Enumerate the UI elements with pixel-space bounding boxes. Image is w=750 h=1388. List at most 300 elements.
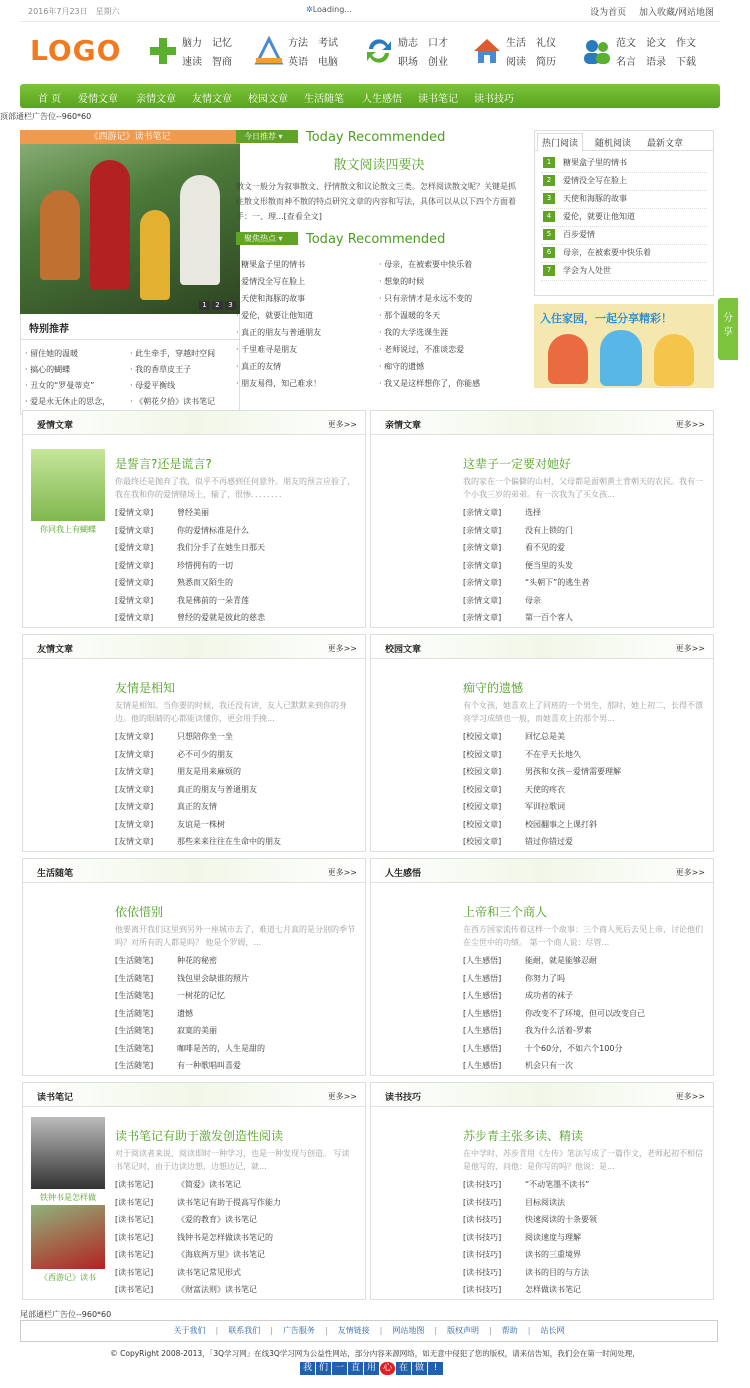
article-category[interactable]: [生活随笔]: [115, 956, 154, 965]
article-title[interactable]: 男孩和女孩－爱情需要理解: [525, 767, 621, 776]
hot-item[interactable]: · 想象的时候: [379, 277, 425, 286]
panel-headline[interactable]: 是誓言?还是谎言?: [115, 457, 212, 471]
article-row[interactable]: [115, 577, 265, 595]
article-row[interactable]: [463, 1008, 645, 1026]
article-category[interactable]: [读书技巧]: [463, 1250, 502, 1259]
hot-item[interactable]: · 爱情没全写在脸上: [236, 277, 306, 286]
thumbnail-caption[interactable]: 你同我上有蝴蝶: [40, 525, 96, 534]
hot-item-label[interactable]: 爱伦，就要让他知道: [241, 311, 314, 320]
header-link[interactable]: 礼仪: [536, 38, 556, 49]
article-category[interactable]: [爱情文章]: [115, 525, 154, 535]
article-title[interactable]: 读书的目的与方法: [525, 1267, 589, 1277]
more-link[interactable]: 更多>>: [327, 644, 357, 653]
article-row[interactable]: [115, 731, 281, 749]
article-row[interactable]: [115, 1232, 281, 1250]
more-link[interactable]: 更多>>: [327, 420, 357, 429]
article-title[interactable]: 《简爱》读书笔记: [177, 1180, 241, 1189]
article-row[interactable]: [115, 836, 281, 854]
article-category[interactable]: [人生感悟]: [463, 973, 502, 983]
article-category[interactable]: [生活随笔]: [115, 991, 154, 1000]
article-title[interactable]: “头朝下”的逃生者: [525, 578, 590, 587]
header-link[interactable]: 口才: [428, 38, 448, 49]
article-row[interactable]: [115, 595, 265, 613]
panel-title[interactable]: 友情文章: [37, 645, 74, 655]
article-category[interactable]: [爱情文章]: [115, 613, 154, 622]
article-category[interactable]: [亲情文章]: [463, 560, 502, 570]
article-row[interactable]: [115, 507, 265, 525]
article-category[interactable]: [生活随笔]: [115, 1008, 154, 1018]
special-item-label[interactable]: 此生牵手，穿越时空间: [135, 349, 216, 358]
article-category[interactable]: [读书技巧]: [463, 1232, 502, 1242]
article-title[interactable]: 读书笔记有助于提高写作能力: [177, 1197, 281, 1207]
header-link[interactable]: 励志: [398, 38, 418, 49]
article-row[interactable]: [463, 819, 621, 837]
article-row[interactable]: [115, 1179, 281, 1197]
article-title[interactable]: 便当里的头发: [525, 560, 573, 570]
article-category[interactable]: [校园文章]: [463, 802, 502, 811]
special-item[interactable]: · 爱是永无休止的思念，: [25, 397, 111, 406]
panel-headline[interactable]: 友情是相知: [115, 681, 176, 695]
article-title[interactable]: 友谊是一株树: [177, 819, 225, 829]
hot-item-label[interactable]: 只有亲情才是永远不变的: [384, 294, 473, 303]
article-title[interactable]: 我们分手了在她生日那天: [177, 543, 265, 552]
article-row[interactable]: [463, 542, 589, 560]
top-ad-slot[interactable]: 顶部通栏广告位--960*60: [0, 112, 92, 121]
article-row[interactable]: [463, 990, 645, 1008]
hot-item-label[interactable]: 朋友易得，知己难求！: [241, 379, 322, 388]
hot-item-label[interactable]: 想象的时候: [384, 277, 425, 286]
footer-link[interactable]: 联系我们: [228, 1326, 261, 1335]
nav-item[interactable]: 人生感悟: [362, 94, 402, 105]
article-title[interactable]: 你改变不了环境，但可以改变自己: [525, 1008, 645, 1018]
thumbnail-caption[interactable]: 《西游记》读书: [40, 1273, 96, 1282]
bottom-ad-slot[interactable]: 尾部通栏广告位--960*60: [20, 1310, 112, 1319]
more-link[interactable]: 更多>>: [675, 1092, 705, 1101]
article-title[interactable]: 回忆总是美: [525, 732, 565, 741]
article-row[interactable]: [463, 507, 589, 525]
article-title[interactable]: 曾经美丽: [177, 508, 209, 517]
more-link[interactable]: 更多>>: [327, 1092, 357, 1101]
article-row[interactable]: [463, 595, 589, 613]
article-title[interactable]: 军训拉歌词: [525, 802, 565, 811]
article-category[interactable]: [读书笔记]: [115, 1180, 154, 1189]
special-item-label[interactable]: 搞心的蝴蝶: [30, 365, 71, 374]
article-title[interactable]: 选择: [525, 508, 541, 517]
article-title[interactable]: 钱钟书是怎样做读书笔记的: [177, 1232, 273, 1242]
nav-item[interactable]: 校园文章: [248, 94, 288, 105]
hot-item-label[interactable]: 痴守的遗憾: [384, 362, 425, 371]
article-row[interactable]: [463, 1214, 597, 1232]
article-category[interactable]: [爱情文章]: [115, 543, 154, 552]
slideshow-caption[interactable]: 《西游记》读书笔记: [20, 130, 240, 144]
article-title[interactable]: 《财富法则》读书笔记: [177, 1285, 257, 1294]
special-item-label[interactable]: 丑女的“罗曼蒂克”: [30, 381, 95, 390]
article-title[interactable]: 咖啡是苦的，人生是甜的: [177, 1043, 265, 1053]
article-category[interactable]: [生活随笔]: [115, 973, 154, 983]
rank-item-label[interactable]: 母亲，在被索要中快乐着: [563, 248, 651, 257]
article-row[interactable]: [115, 1284, 281, 1302]
tab-2[interactable]: 最新文章: [647, 139, 684, 149]
article-title[interactable]: 读书的三重境界: [525, 1250, 581, 1259]
article-row[interactable]: [463, 1060, 645, 1078]
article-row[interactable]: [115, 525, 265, 543]
article-category[interactable]: [生活随笔]: [115, 1026, 154, 1035]
article-row[interactable]: [463, 973, 645, 991]
article-category[interactable]: [生活随笔]: [115, 1061, 154, 1070]
article-title[interactable]: 能耐，就是能够忍耐: [525, 956, 597, 965]
hot-item-label[interactable]: 那个温暖的冬天: [384, 311, 441, 320]
article-title[interactable]: 真正的友情: [177, 802, 217, 811]
article-row[interactable]: [463, 955, 645, 973]
article-row[interactable]: [463, 749, 621, 767]
slide-dot[interactable]: 2: [212, 301, 223, 310]
hot-item[interactable]: · 我的大学选课生涯: [379, 328, 449, 337]
hot-item-label[interactable]: 天使和海豚的故事: [241, 294, 306, 303]
hot-item[interactable]: · 只有亲情才是永远不变的: [379, 294, 473, 303]
article-row[interactable]: [115, 1249, 281, 1267]
article-category[interactable]: [友情文章]: [115, 837, 154, 846]
article-row[interactable]: [463, 784, 621, 802]
article-row[interactable]: [463, 1043, 645, 1061]
article-category[interactable]: [亲情文章]: [463, 525, 502, 535]
article-title[interactable]: 你努力了吗: [525, 973, 565, 983]
hot-item[interactable]: · 母亲，在被索要中快乐着: [379, 260, 473, 269]
article-row[interactable]: [463, 1284, 597, 1302]
footer-link[interactable]: 版权声明: [447, 1326, 480, 1335]
article-row[interactable]: [115, 801, 281, 819]
special-item[interactable]: · 母爱平衡线: [130, 381, 176, 390]
article-row[interactable]: [115, 560, 265, 578]
panel-title[interactable]: 生活随笔: [37, 869, 74, 879]
header-link[interactable]: 范文: [616, 38, 636, 49]
panel-headline[interactable]: 苏步青主张多读、精读: [463, 1129, 584, 1143]
article-category[interactable]: [校园文章]: [463, 767, 502, 776]
header-link[interactable]: 脑力: [182, 38, 202, 49]
slide-dot[interactable]: 3: [225, 301, 236, 310]
article-category[interactable]: [友情文章]: [115, 819, 154, 829]
header-link[interactable]: 创业: [428, 57, 448, 68]
panel-headline[interactable]: 上帝和三个商人: [463, 905, 548, 919]
article-title[interactable]: 必不可少的朋友: [177, 749, 233, 759]
article-title[interactable]: 有一种歌唱叫喜爱: [177, 1061, 241, 1070]
article-row[interactable]: [463, 1197, 597, 1215]
article-title[interactable]: 机会只有一次: [525, 1061, 573, 1070]
article-title[interactable]: 《爱的教育》读书笔记: [177, 1215, 257, 1224]
article-category[interactable]: [读书笔记]: [115, 1215, 154, 1224]
article-title[interactable]: 钱包里会缺谁的照片: [177, 973, 249, 983]
article-title[interactable]: 快速阅读的十条要领: [525, 1215, 597, 1224]
article-category[interactable]: [亲情文章]: [463, 508, 502, 517]
header-link[interactable]: 语录: [646, 57, 666, 68]
special-item[interactable]: · 此生牵手，穿越时空间: [130, 349, 216, 358]
header-link[interactable]: 电脑: [318, 57, 338, 68]
article-row[interactable]: [115, 766, 281, 784]
header-link[interactable]: 英语: [288, 57, 308, 68]
panel-title[interactable]: 亲情文章: [385, 421, 422, 431]
hot-item-label[interactable]: 糖果盒子里的情书: [241, 260, 306, 269]
article-row[interactable]: [115, 1267, 281, 1285]
footer-link[interactable]: 友情链接: [337, 1326, 370, 1335]
hot-item[interactable]: · 痴守的遗憾: [379, 362, 425, 371]
footer-link[interactable]: 帮助: [501, 1326, 518, 1335]
special-item-label[interactable]: 我的香草皮王子: [135, 365, 192, 374]
thumbnail-caption[interactable]: 铁钟书是怎样做: [40, 1193, 96, 1202]
article-category[interactable]: [校园文章]: [463, 819, 502, 829]
article-category[interactable]: [校园文章]: [463, 837, 502, 846]
article-row[interactable]: [115, 990, 265, 1008]
article-category[interactable]: [友情文章]: [115, 732, 154, 741]
rank-item-label[interactable]: 爱伦，就要让他知道: [563, 212, 635, 221]
footer-link[interactable]: 站长网: [540, 1326, 565, 1335]
article-category[interactable]: [友情文章]: [115, 767, 154, 776]
nav-item[interactable]: 爱情文章: [78, 94, 118, 105]
article-title[interactable]: 成功者的袜子: [525, 991, 573, 1000]
special-item[interactable]: · 搞心的蝴蝶: [25, 365, 71, 374]
special-item-label[interactable]: 爱是永无休止的思念，: [30, 397, 111, 406]
article-category[interactable]: [亲情文章]: [463, 543, 502, 552]
article-title[interactable]: 怎样做读书笔记: [525, 1285, 581, 1294]
special-item-label[interactable]: 《朝花夕拾》读书笔记: [135, 397, 216, 406]
article-category[interactable]: [校园文章]: [463, 732, 502, 741]
today-article-excerpt[interactable]: 散文一般分为叙事散文、抒情散文和议论散文三类。怎样阅读散文呢？关键是抓住散文形散而神不散的特点研究文章的内容和写法，具体可以从以下四个方面着手：一、理...[查看全文]: [236, 182, 516, 221]
special-item-label[interactable]: 母爱平衡线: [135, 381, 176, 390]
article-category[interactable]: [亲情文章]: [463, 595, 502, 605]
article-category[interactable]: [友情文章]: [115, 749, 154, 759]
hot-item[interactable]: · 千里难寻是朋友: [236, 345, 298, 354]
hot-item-label[interactable]: 爱情没全写在脸上: [241, 277, 306, 286]
article-title[interactable]: 十个60分，不如六个100分: [525, 1043, 623, 1053]
article-category[interactable]: [校园文章]: [463, 749, 502, 759]
header-link[interactable]: 速读: [182, 57, 202, 68]
header-link[interactable]: 考试: [318, 38, 338, 49]
article-title[interactable]: 读书笔记常见形式: [177, 1267, 241, 1277]
article-title[interactable]: 不在乎天长地久: [525, 749, 581, 759]
header-link[interactable]: 智商: [212, 57, 232, 68]
rank-item-label[interactable]: 学会为人处世: [563, 266, 611, 275]
article-category[interactable]: [友情文章]: [115, 802, 154, 811]
header-link[interactable]: 名言: [616, 57, 636, 68]
panel-thumbnail[interactable]: [31, 1117, 105, 1282]
panel-title[interactable]: 爱情文章: [37, 421, 74, 431]
nav-item[interactable]: 生活随笔: [304, 94, 344, 105]
nav-item[interactable]: 读书技巧: [474, 94, 514, 105]
article-row[interactable]: [115, 1214, 281, 1232]
hot-item[interactable]: · 朋友易得，知己难求！: [236, 379, 322, 388]
rank-item-label[interactable]: 百步爱情: [563, 230, 595, 239]
header-link[interactable]: 阅读: [506, 57, 526, 68]
article-category[interactable]: [读书笔记]: [115, 1250, 154, 1259]
special-item[interactable]: · 留住她的温暖: [25, 349, 79, 358]
panel-title[interactable]: 校园文章: [385, 645, 422, 655]
article-title[interactable]: 真正的朋友与普通朋友: [177, 784, 257, 794]
hot-item-label[interactable]: 真正的朋友与普通朋友: [241, 328, 322, 337]
article-title[interactable]: 那些来来往往在生命中的朋友: [177, 837, 281, 846]
hot-item[interactable]: · 真正的朋友与普通朋友: [236, 328, 322, 337]
article-title[interactable]: 目标阅读法: [525, 1197, 565, 1207]
article-title[interactable]: 《海底两万里》读书笔记: [177, 1250, 265, 1259]
article-category[interactable]: [生活随笔]: [115, 1043, 154, 1053]
article-title[interactable]: 寂寞的美丽: [177, 1026, 217, 1035]
today-article-title[interactable]: 散文阅读四要决: [333, 158, 425, 173]
rank-item[interactable]: [541, 245, 707, 263]
article-row[interactable]: [463, 525, 589, 543]
share-button[interactable]: 分 享: [718, 298, 738, 360]
more-link[interactable]: 更多>>: [675, 868, 705, 877]
article-row[interactable]: [463, 577, 589, 595]
article-row[interactable]: [115, 1043, 265, 1061]
article-row[interactable]: [115, 973, 265, 991]
nav-item[interactable]: 首 页: [38, 94, 62, 105]
panel-headline[interactable]: 这辈子一定要对她好: [463, 457, 572, 471]
article-row[interactable]: [463, 612, 589, 630]
nav-item[interactable]: 亲情文章: [136, 94, 176, 105]
panel-headline[interactable]: 痴守的遗憾: [463, 681, 524, 695]
panel-title[interactable]: 读书技巧: [385, 1093, 422, 1103]
article-title[interactable]: 看不见的爱: [525, 543, 565, 552]
panel-title[interactable]: 读书笔记: [37, 1093, 74, 1103]
header-link[interactable]: 方法: [288, 38, 308, 49]
slide-dot[interactable]: 1: [199, 301, 210, 310]
article-row[interactable]: [115, 542, 265, 560]
tab-1[interactable]: 随机阅读: [595, 139, 632, 149]
more-link[interactable]: 更多>>: [675, 644, 705, 653]
article-title[interactable]: 第一百个客人: [525, 613, 573, 622]
article-category[interactable]: [读书笔记]: [115, 1267, 154, 1277]
tab-0[interactable]: 热门阅读: [537, 133, 583, 152]
hot-item-label[interactable]: 千里难寻是朋友: [241, 345, 298, 354]
article-category[interactable]: [人生感悟]: [463, 991, 502, 1000]
thumbnail-image[interactable]: [31, 1117, 105, 1189]
article-title[interactable]: 阅读速度与理解: [525, 1232, 581, 1242]
nav-item[interactable]: 读书笔记: [418, 94, 458, 105]
article-row[interactable]: [463, 801, 621, 819]
header-link[interactable]: 职场: [398, 57, 418, 68]
rank-item-label[interactable]: 天使和海豚的故事: [563, 194, 627, 203]
article-row[interactable]: [463, 560, 589, 578]
header-link[interactable]: 生活: [506, 38, 526, 49]
set-home-link[interactable]: 设为首页: [590, 8, 627, 18]
rank-item-label[interactable]: 爱情没全写在脸上: [563, 176, 627, 185]
rank-item[interactable]: [541, 263, 707, 281]
thumbnail-image[interactable]: [31, 1205, 105, 1269]
hot-item[interactable]: · 老师说过，不准谈恋爱: [379, 345, 465, 354]
article-category[interactable]: [人生感悟]: [463, 1043, 502, 1053]
slideshow-banner[interactable]: [20, 130, 240, 314]
article-category[interactable]: [校园文章]: [463, 784, 502, 794]
article-row[interactable]: [115, 955, 265, 973]
article-row[interactable]: [115, 612, 265, 630]
article-title[interactable]: 只想陪你坐一坐: [177, 732, 233, 741]
thumbnail-image[interactable]: [31, 449, 105, 521]
article-title[interactable]: 我为什么活着-罗素: [525, 1026, 592, 1035]
footer-link[interactable]: 网站地图: [392, 1326, 425, 1335]
article-row[interactable]: [463, 1267, 597, 1285]
special-item[interactable]: · 丑女的“罗曼蒂克”: [25, 381, 95, 390]
article-row[interactable]: [115, 749, 281, 767]
hot-item[interactable]: · 我又是这样想你了，你能感: [379, 379, 481, 388]
article-row[interactable]: [115, 1025, 265, 1043]
nav-item[interactable]: 友情文章: [192, 94, 232, 105]
article-title[interactable]: 母亲: [525, 595, 541, 605]
article-title[interactable]: 你的爱情标准是什么: [177, 525, 249, 535]
site-logo[interactable]: LOGO: [30, 34, 122, 67]
article-title[interactable]: 没有上锁的门: [525, 525, 573, 535]
article-category[interactable]: [友情文章]: [115, 784, 154, 794]
hot-item[interactable]: · 糖果盒子里的情书: [236, 260, 306, 269]
article-category[interactable]: [读书技巧]: [463, 1197, 502, 1207]
article-category[interactable]: [读书笔记]: [115, 1197, 154, 1207]
panel-thumbnail[interactable]: [31, 449, 105, 534]
rank-item[interactable]: [541, 155, 707, 173]
header-link[interactable]: 记忆: [212, 38, 232, 49]
hot-item-label[interactable]: 我的大学选课生涯: [384, 328, 449, 337]
hot-item[interactable]: · 爱伦，就要让他知道: [236, 311, 314, 320]
community-banner[interactable]: [534, 304, 714, 388]
article-title[interactable]: 朋友是用来麻烦的: [177, 767, 241, 776]
article-category[interactable]: [人生感悟]: [463, 956, 502, 965]
article-category[interactable]: [爱情文章]: [115, 578, 154, 587]
footer-link[interactable]: 广告服务: [282, 1326, 315, 1335]
article-title[interactable]: 曾经的爱就是彼此的慈悲: [177, 613, 265, 622]
article-row[interactable]: [115, 1008, 265, 1026]
article-title[interactable]: 一树花的记忆: [177, 991, 225, 1000]
article-category[interactable]: [读书笔记]: [115, 1285, 154, 1294]
article-category[interactable]: [人生感悟]: [463, 1026, 502, 1035]
article-title[interactable]: 我是佛前的一朵青莲: [177, 595, 249, 605]
article-category[interactable]: [读书技巧]: [463, 1267, 502, 1277]
header-link[interactable]: 简历: [536, 57, 556, 68]
article-category[interactable]: [亲情文章]: [463, 613, 502, 622]
article-category[interactable]: [人生感悟]: [463, 1008, 502, 1018]
article-row[interactable]: [463, 1249, 597, 1267]
article-category[interactable]: [读书笔记]: [115, 1232, 154, 1242]
hot-item[interactable]: · 天使和海豚的故事: [236, 294, 306, 303]
article-title[interactable]: 天使的疼衣: [525, 784, 565, 794]
article-category[interactable]: [读书技巧]: [463, 1215, 502, 1224]
article-category[interactable]: [爱情文章]: [115, 595, 154, 605]
article-row[interactable]: [463, 1232, 597, 1250]
article-category[interactable]: [读书技巧]: [463, 1180, 502, 1189]
article-title[interactable]: 珍惜拥有的一切: [177, 560, 233, 570]
panel-headline[interactable]: 依依惜别: [115, 905, 164, 919]
article-row[interactable]: [115, 819, 281, 837]
article-row[interactable]: [463, 1025, 645, 1043]
header-link[interactable]: 作文: [676, 38, 696, 49]
more-link[interactable]: 更多>>: [327, 868, 357, 877]
footer-link[interactable]: 关于我们: [173, 1326, 206, 1335]
article-category[interactable]: [爱情文章]: [115, 560, 154, 570]
article-title[interactable]: 错过你错过爱: [525, 837, 573, 846]
more-link[interactable]: 更多>>: [675, 420, 705, 429]
article-category[interactable]: [人生感悟]: [463, 1061, 502, 1070]
article-row[interactable]: [463, 766, 621, 784]
rank-item[interactable]: [541, 191, 707, 209]
special-item[interactable]: · 我的香草皮王子: [130, 365, 192, 374]
article-row[interactable]: [463, 836, 621, 854]
article-title[interactable]: “不动笔墨不读书”: [525, 1180, 590, 1189]
article-row[interactable]: [463, 1179, 597, 1197]
hot-item-label[interactable]: 我又是这样想你了，你能感: [384, 379, 481, 388]
article-row[interactable]: [463, 731, 621, 749]
special-item-label[interactable]: 留住她的温暖: [30, 349, 79, 358]
article-category[interactable]: [亲情文章]: [463, 578, 502, 587]
hot-item[interactable]: · 那个温暖的冬天: [379, 311, 441, 320]
article-category[interactable]: [爱情文章]: [115, 508, 154, 517]
hot-item-label[interactable]: 母亲，在被索要中快乐着: [384, 260, 473, 269]
favorite-link[interactable]: 加入收藏/网站地图: [638, 8, 714, 18]
hot-item[interactable]: · 真正的友情: [236, 362, 282, 371]
article-category[interactable]: [读书技巧]: [463, 1285, 502, 1294]
